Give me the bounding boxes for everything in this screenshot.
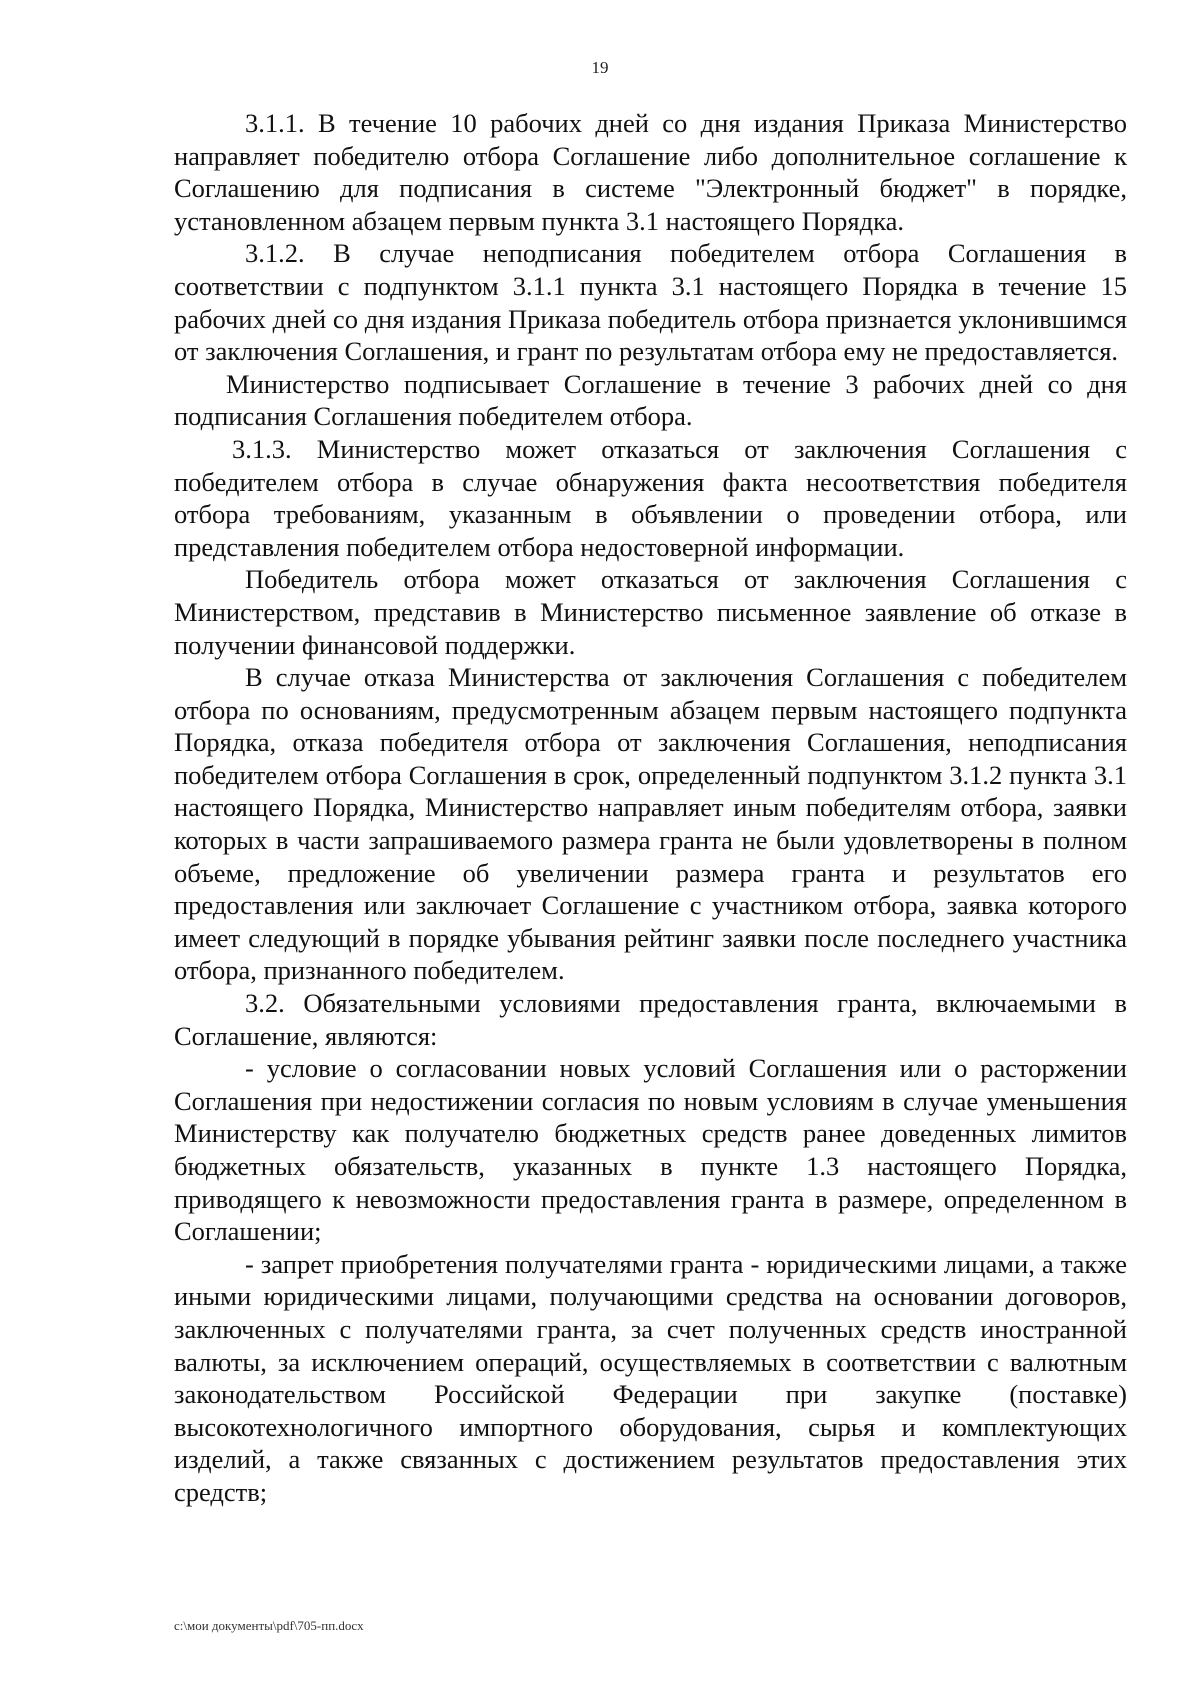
paragraph-3-1-1: 3.1.1. В течение 10 рабочих дней со дня издания Приказа Министерство направляет победителю отбора Соглашение либо дополнительное соглашение к Соглашению для подписания в системе "Электронный бюджет" в порядке, установленном абзацем первым пункта 3.1 настоящего Порядка. [174,108,1127,236]
paragraph-ministry-signs: Министерство подписывает Соглашение в течение 3 рабочих дней со дня подписания Соглашения победителем отбора. [174,368,1127,432]
list-item-condition: - условие о согласовании новых условий Соглашения или о расторжении Соглашения при недостижении согласия по новым условиям в случае уменьшения Министерству как получателю бюджетных средств ранее доведенных лимитов бюджетных обязательств, указанных в пункте 1.3 настоящего Порядка, приводящего к невозможности предоставления гранта в размере, определенном в Соглашении; [174,1053,1127,1247]
paragraph-3-1-3: 3.1.3. Министерство может отказаться от заключения Соглашения с победителем отбора в случае обнаружения факта несоответствия победителя отбора требованиям, указанным в объявлении о проведении отбора, или представления победителем отбора недостоверной информации. [174,433,1127,562]
paragraph-3-1-2: 3.1.2. В случае неподписания победителем отбора Соглашения в соответствии с подпунктом 3.1.1 пункта 3.1 настоящего Порядка в течение 15 рабочих дней со дня издания Приказа победитель отбора признается уклонившимся от заключения Соглашения, и грант по результатам отбора ему не предоставляется. [174,238,1127,367]
paragraph-3-2: 3.2. Обязательными условиями предоставления гранта, включаемыми в Соглашение, являются: [174,988,1127,1051]
document-body [174,107,1127,1509]
list-item-prohibition: - запрет приобретения получателями гранта - юридическими лицами, а также иными юридическими лицами, получающими средства на основании договоров, заключенных с получателями гранта, за счет полученных средств иностранной валюты, за исключением операций, осуществляемых в соответствии с валютным законодательством Российской Федерации при закупке (поставке) высокотехнологичного импортного оборудования, сырья и комплектующих изделий, а также связанных с достижением результатов предоставления этих средств; [174,1248,1127,1507]
paragraph-winner-refusal: Победитель отбора может отказаться от заключения Соглашения с Министерством, представив в Министерство письменное заявление об отказе в получении финансовой поддержки. [174,564,1127,660]
page-number: 19 [591,58,609,77]
paragraph-refusal-case: В случае отказа Министерства от заключения Соглашения с победителем отбора по основаниям, предусмотренным абзацем первым настоящего подпункта Порядка, отказа победителя отбора от заключения Соглашения, неподписания победителем отбора Соглашения в срок, определенный подпунктом 3.1.2 пункта 3.1 настоящего Порядка, Министерство направляет иным победителям отбора, заявки которых в части запрашиваемого размера гранта не были удовлетворены в полном объеме, предложение об увеличении размера гранта и результатов его предоставления или заключает Соглашение с участником отбора, заявка которого имеет следующий в порядке убывания рейтинг заявки после последнего участника отбора, признанного победителем. [174,662,1127,986]
footer-file-path: c:\мои документы\pdf\705-пп.docx [174,1618,364,1633]
